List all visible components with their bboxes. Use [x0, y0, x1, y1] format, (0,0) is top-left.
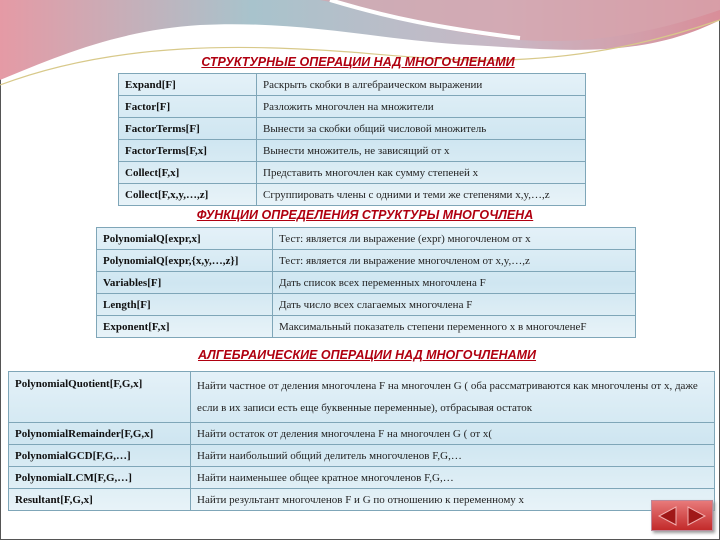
structure-functions-table: [96, 227, 636, 338]
triangle-left-icon: [656, 505, 678, 527]
section-title-algebraic: АЛГЕБРАИЧЕСКИЕ ОПЕРАЦИИ НАД МНОГОЧЛЕНАМИ: [197, 348, 537, 362]
function-cell: FactorTerms[F,x]: [119, 140, 257, 162]
table-row: [119, 74, 586, 96]
function-cell: Length[F]: [97, 294, 273, 316]
table-row: [97, 294, 636, 316]
description-cell: Найти наименьшее общее кратное многочленов F,G,…: [191, 467, 715, 489]
function-cell: Expand[F]: [119, 74, 257, 96]
description-cell: Представить многочлен как сумму степеней x: [257, 162, 586, 184]
algebraic-operations-table: [8, 371, 715, 511]
description-cell: Раскрыть скобки в алгебраическом выражении: [257, 74, 586, 96]
table-row: [119, 118, 586, 140]
description-cell: Тест: является ли выражение (expr) многочленом от x: [273, 228, 636, 250]
function-cell: Factor[F]: [119, 96, 257, 118]
description-cell: Тест: является ли выражение многочленом от x,y,…,z: [273, 250, 636, 272]
table-row: [97, 272, 636, 294]
function-cell: Variables[F]: [97, 272, 273, 294]
table-row: [9, 423, 715, 445]
triangle-right-icon: [686, 505, 708, 527]
function-cell: Exponent[F,x]: [97, 316, 273, 338]
description-cell: Максимальный показатель степени переменного x в многочленеF: [273, 316, 636, 338]
description-cell: Вынести множитель, не зависящий от x: [257, 140, 586, 162]
description-cell: Дать список всех переменных многочлена F: [273, 272, 636, 294]
table-row: [9, 467, 715, 489]
slide-navigation: [651, 500, 713, 531]
function-cell: FactorTerms[F]: [119, 118, 257, 140]
table-row: [9, 489, 715, 511]
function-cell: PolynomialGCD[F,G,…]: [9, 445, 191, 467]
table-row: [97, 250, 636, 272]
table-row: [9, 372, 715, 423]
function-cell: Collect[F,x]: [119, 162, 257, 184]
section-title-structural: СТРУКТУРНЫЕ ОПЕРАЦИИ НАД МНОГОЧЛЕНАМИ: [201, 55, 515, 69]
description-cell: Разложить многочлен на множители: [257, 96, 586, 118]
function-cell: PolynomialQ[expr,x]: [97, 228, 273, 250]
function-cell: PolynomialRemainder[F,G,x]: [9, 423, 191, 445]
previous-slide-button[interactable]: [652, 501, 682, 530]
table-row: [119, 140, 586, 162]
table-row: [119, 162, 586, 184]
description-cell: Найти наибольший общий делитель многочленов F,G,…: [191, 445, 715, 467]
table-row: [119, 184, 586, 206]
description-cell: Вынести за скобки общий числовой множитель: [257, 118, 586, 140]
table-row: [97, 316, 636, 338]
description-cell: Найти результант многочленов F и G по отношению к переменному x: [191, 489, 715, 511]
function-cell: PolynomialLCM[F,G,…]: [9, 467, 191, 489]
table-row: [9, 445, 715, 467]
description-cell: Дать число всех слагаемых многочлена F: [273, 294, 636, 316]
description-cell: Сгруппировать члены с одними и теми же степенями x,y,…,z: [257, 184, 586, 206]
table-row: [119, 96, 586, 118]
table-row: [97, 228, 636, 250]
function-cell: PolynomialQuotient[F,G,x]: [9, 372, 191, 423]
function-cell: Collect[F,x,y,…,z]: [119, 184, 257, 206]
function-cell: Resultant[F,G,x]: [9, 489, 191, 511]
section-title-structure-functions: ФУНКЦИИ ОПРЕДЕЛЕНИЯ СТРУКТУРЫ МНОГОЧЛЕНА: [196, 208, 534, 222]
description-cell: Найти остаток от деления многочлена F на многочлен G ( от x(: [191, 423, 715, 445]
next-slide-button[interactable]: [682, 501, 712, 530]
function-cell: PolynomialQ[expr,{x,y,…,z}]: [97, 250, 273, 272]
structural-operations-table: [118, 73, 586, 206]
description-cell: Найти частное от деления многочлена F на многочлен G ( оба рассматриваются как многочлены от x, даже если в их записи есть еще буквенные переменные), отбрасывая остаток: [191, 372, 715, 423]
